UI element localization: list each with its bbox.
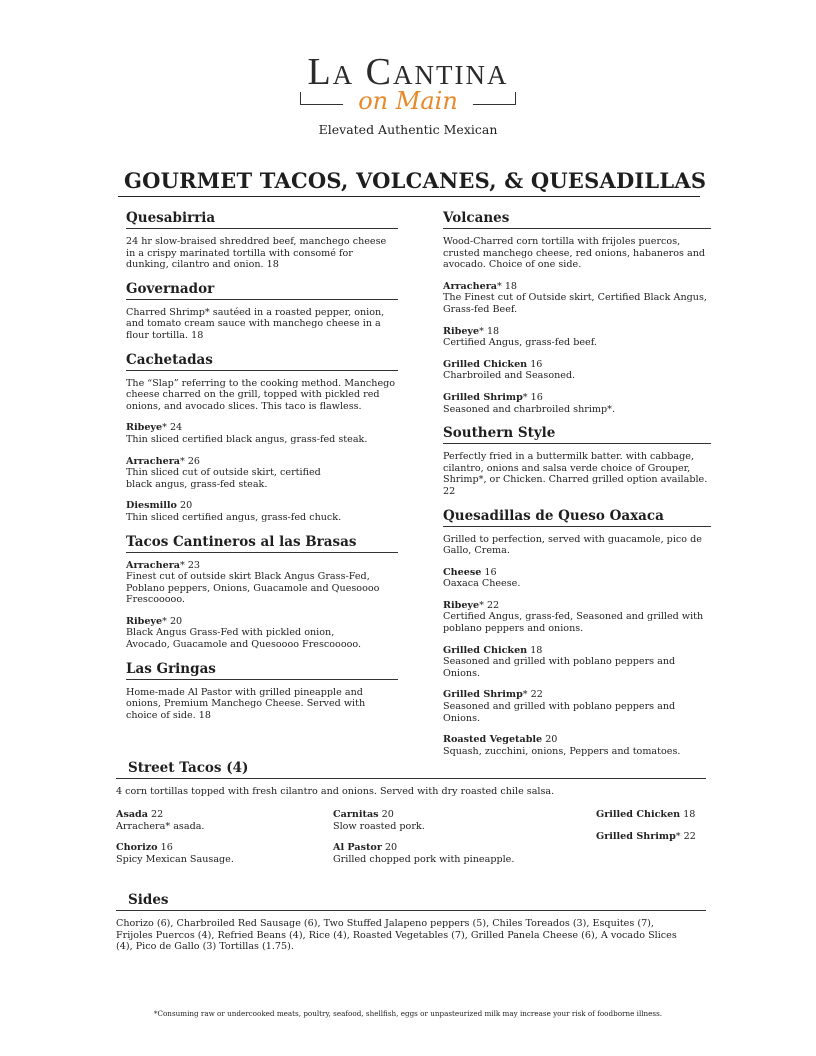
section-description: The “Slap” referring to the cooking method. Manchego cheese charred on the grill, topped with pickled red onions, and avocado slices. This taco is flawless. — [126, 377, 396, 412]
menu-item — [443, 359, 711, 382]
item-price: * 18 — [479, 325, 500, 337]
menu-item — [443, 281, 711, 316]
section-heading: Quesabirria — [126, 210, 216, 226]
menu-item — [443, 567, 711, 590]
menu-item — [333, 842, 573, 865]
item-name: Chorizo — [116, 842, 158, 854]
item-price: 16 — [157, 842, 173, 854]
section-sides — [116, 892, 706, 963]
item-name: Grilled Chicken — [443, 358, 528, 370]
item-name: Ribeye — [443, 599, 480, 611]
item-description: Charbroiled and Seasoned. — [443, 370, 576, 382]
item-description: Squash, zucchini, onions, Peppers and tomatoes. — [443, 745, 681, 757]
item-description: Grilled chopped pork with pineapple. — [333, 853, 515, 865]
item-name: Grilled Shrimp — [596, 830, 676, 842]
item-name: Ribeye — [443, 325, 480, 337]
section-heading: Tacos Cantineros al las Brasas — [126, 533, 357, 550]
section-heading: Southern Style — [443, 425, 556, 442]
logo-subline — [300, 87, 516, 115]
section-description: Charred Shrimp* sautéed in a roasted pepper, onion, and tomato cream sauce with manchego cheese in a flour tortilla. 18 — [126, 306, 385, 341]
item-description: Finest cut of outside skirt Black Angus Grass-Fed, Poblano peppers, Onions, Guacamole and Quesoooo Frescooooo. — [126, 571, 380, 606]
item-name: Grilled Shrimp — [443, 689, 523, 701]
menu-item — [126, 616, 398, 651]
item-price: 20 — [378, 809, 394, 820]
item-description: Spicy Mexican Sausage. — [116, 853, 234, 865]
section-heading: Governador — [126, 280, 215, 297]
item-description: Thin sliced cut of outside skirt, certified black angus, grass-fed steak. — [126, 467, 321, 490]
menu-item — [443, 734, 711, 757]
menu-item — [126, 456, 398, 491]
menu-item — [443, 326, 711, 349]
section-rule — [126, 552, 398, 553]
menu-item — [443, 689, 711, 724]
item-price: * 22 — [479, 599, 500, 611]
section-rule — [116, 910, 706, 911]
section-tacos-cantineros — [126, 534, 398, 651]
item-description: Certified Angus, grass-fed beef. — [443, 337, 597, 349]
item-price: 20 — [381, 842, 398, 854]
item-name: Arrachera — [126, 455, 180, 467]
section-heading: Volcanes — [443, 210, 510, 226]
section-street-tacos — [116, 760, 706, 808]
item-price: * 23 — [179, 559, 201, 571]
item-description: Seasoned and grilled with poblano peppers and Onions. — [443, 656, 676, 679]
section-heading: Las Gringas — [126, 660, 216, 677]
item-description: Seasoned and grilled with poblano peppers and Onions. — [443, 701, 676, 724]
section-description: Wood-Charred corn tortilla with frijoles puercos, crusted manchego cheese, red onions, habaneros and avocado. Choice of one side. — [443, 236, 706, 271]
section-volcanes — [443, 210, 711, 415]
street-tacos-col-2 — [333, 809, 573, 875]
section-rule — [126, 370, 398, 371]
item-price: * 18 — [496, 280, 518, 292]
menu-item — [596, 809, 716, 821]
item-description: Arrachera* asada. — [116, 820, 205, 832]
item-price: * 24 — [162, 422, 183, 434]
item-name: Grilled Shrimp — [443, 391, 523, 403]
item-description: Black Angus Grass-Fed with pickled onion, Avocado, Guacamole and Quesoooo Frescooooo. — [126, 627, 362, 651]
menu-item — [443, 600, 711, 635]
item-price: 20 — [542, 734, 558, 746]
item-description: The Finest cut of Outside skirt, Certified Black Angus, Grass-fed Beef. — [443, 292, 707, 315]
item-name: Arrachera — [126, 559, 180, 571]
item-name: Al Pastor — [333, 842, 382, 854]
item-name: Grilled Chicken — [443, 644, 528, 656]
item-description: Seasoned and charbroiled shrimp*. — [443, 403, 616, 415]
left-column — [126, 210, 398, 731]
menu-item — [333, 809, 573, 832]
street-tacos-col-3 — [596, 809, 716, 852]
menu-item — [116, 842, 316, 865]
menu-item — [443, 392, 711, 415]
item-name: Ribeye — [126, 615, 163, 627]
item-price: * 22 — [522, 689, 543, 701]
item-price: 22 — [148, 809, 164, 820]
item-name: Roasted Vegetable — [443, 734, 543, 746]
logo-bracket-right — [473, 92, 516, 105]
item-price: 18 — [527, 644, 543, 656]
section-rule — [126, 299, 398, 300]
item-price: 16 — [527, 358, 543, 370]
item-name: Asada — [116, 809, 148, 820]
menu-item — [126, 500, 398, 523]
section-heading: Cachetadas — [126, 351, 213, 368]
section-cachetadas — [126, 352, 398, 524]
section-rule — [443, 526, 711, 527]
section-rule — [126, 679, 398, 680]
item-name: Cheese — [443, 566, 482, 578]
item-name: Diesmillo — [126, 500, 177, 512]
section-heading: Street Tacos (4) — [128, 760, 249, 776]
item-name: Arrachera — [443, 280, 497, 292]
section-description: Home-made Al Pastor with grilled pineapple and onions, Premium Manchego Cheese. Served with choice of side. 18 — [126, 686, 366, 721]
section-rule — [443, 443, 711, 444]
section-description: 24 hr slow-braised shreddred beef, manchego cheese in a crispy marinated tortilla with consomé for dunking, cilantro and onion. 18 — [126, 236, 387, 271]
item-price: * 26 — [179, 455, 201, 467]
section-quesabirria — [126, 210, 398, 271]
street-tacos-col-1 — [116, 809, 316, 875]
item-price: 20 — [176, 500, 193, 512]
section-governador — [126, 281, 398, 342]
menu-item — [126, 560, 398, 606]
item-price: 18 — [680, 809, 696, 820]
section-rule — [443, 228, 711, 229]
item-price: * 22 — [675, 830, 696, 842]
right-column — [443, 210, 711, 767]
section-southern-style — [443, 425, 711, 497]
item-description: Certified Angus, grass-fed, Seasoned and grilled with poblano peppers and onions. — [443, 611, 704, 635]
page-title: GOURMET TACOS, VOLCANES, & QUESADILLAS — [124, 168, 707, 193]
item-name: Grilled Chicken — [596, 809, 681, 820]
menu-item — [116, 809, 316, 832]
item-name: Carnitas — [333, 809, 379, 820]
item-price: * 16 — [522, 391, 543, 403]
item-description: Thin sliced certified angus, grass-fed chuck. — [126, 511, 342, 523]
title-rule — [118, 196, 700, 197]
section-heading: Quesadillas de Queso Oaxaca — [443, 507, 664, 524]
item-name: Ribeye — [126, 422, 163, 434]
item-description: Slow roasted pork. — [333, 820, 425, 832]
section-rule — [126, 228, 398, 229]
section-description: Grilled to perfection, served with guacamole, pico de Gallo, Crema. — [443, 533, 702, 557]
menu-item — [126, 422, 398, 445]
logo-script: on Main — [358, 87, 458, 115]
menu-item — [596, 831, 716, 843]
section-description: Perfectly fried in a buttermilk batter. with cabbage, cilantro, onions and salsa verde choice of Grouper, Shrimp*, or Chicken. Charred grilled option available. 22 — [443, 451, 708, 497]
tagline: Elevated Authentic Mexican — [318, 122, 498, 137]
section-description: Chorizo (6), Charbroiled Red Sausage (6), Two Stuffed Jalapeno peppers (5), Chiles Toreados (3), Esquites (7), Frijoles Puercos (4), Refried Beans (4), Rice (4), Roasted Vegetables (7), Grilled Panela Cheese (6), A vocado Slices (4), Pico de Gallo (3) Tortillas (1.75). — [116, 918, 677, 953]
section-heading: Sides — [128, 892, 169, 908]
item-price: * 20 — [162, 615, 183, 627]
section-las-gringas — [126, 661, 398, 722]
item-description: Thin sliced certified black angus, grass-fed steak. — [126, 433, 368, 445]
section-description: 4 corn tortillas topped with fresh cilantro and onions. Served with dry roasted chile salsa. — [116, 786, 555, 797]
section-rule — [116, 778, 706, 779]
item-description: Oaxaca Cheese. — [443, 578, 521, 590]
menu-item — [443, 645, 711, 680]
footnote: *Consuming raw or undercooked meats, poultry, seafood, shellfish, eggs or unpasteurized milk may increase your risk of foodborne illness. — [153, 1009, 663, 1018]
section-quesadillas — [443, 508, 711, 758]
item-price: 16 — [481, 566, 497, 578]
logo-wordmark: La Cantina — [307, 51, 509, 93]
